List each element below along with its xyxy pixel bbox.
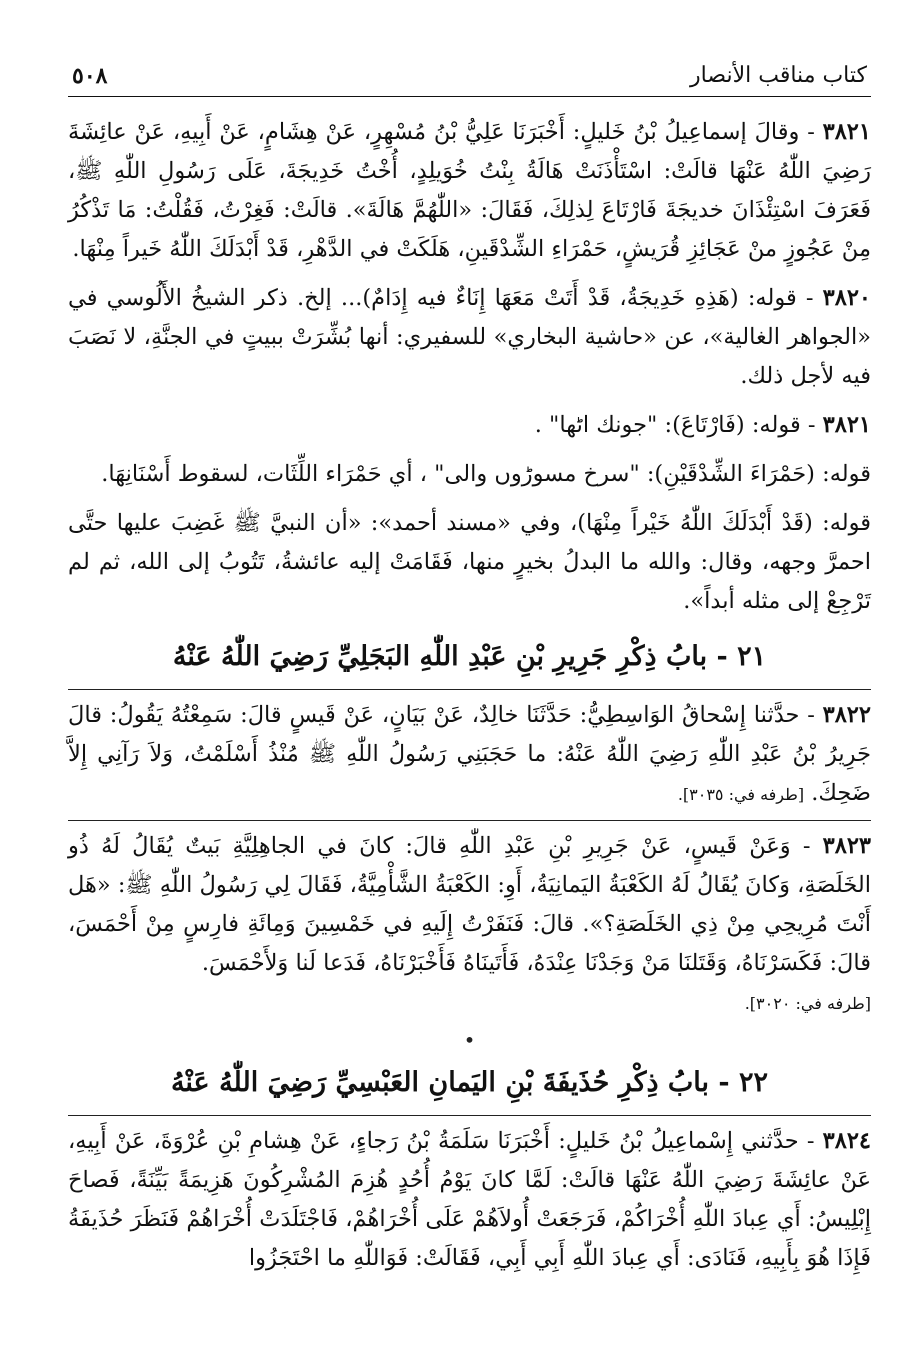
chapter-heading-22: ٢٢ - بابُ ذِكْرِ حُذَيفَةَ بْنِ اليَمانِ العَبْسِيِّ رَضِيَ اللّٰهُ عَنْهُ — [170, 1067, 769, 1098]
divider — [68, 1115, 871, 1116]
commentary-text: قوله: (قَدْ أَبْدَلَكَ اللّٰهُ خَيْراً مِنْهَا)، وفي «مسند أحمد»: «أن النبيَّ ﷺ غَضِبَ عليها حتَّى احمرَّ وجهه، وقال: والله ما البدلُ بخيرٍ منها، فَقَامَتْ إليه عائشةُ، تَتُوبُ إلى الله، ثم لم تَرْجِعْ إلى مثله أبداً». — [68, 510, 871, 614]
commentary-text: قوله: (فَارْتَاعَ): "جونك اٹھا" . — [534, 412, 801, 438]
hadith-text: وقالَ إسماعِيلُ بْنُ خَليلٍ: أَخْبَرَنَا عَلِيُّ بْنُ مُسْهِرٍ، عَنْ هِشَامٍ، عَنْ أَبِيهِ، عَنْ عائِشَةَ رَضِيَ اللّٰهُ عَنْهَا قالَتْ: اسْتَأْذَنَتْ هَالَةُ بِنْتُ خُوَيلِدٍ، أُخْتُ خَدِيجَةَ، عَلَى رَسُولِ اللّٰهِ ﷺ، فَعَرَفَ اسْتِئْذَانَ خديجَةَ فَارْتَاعَ لِذلِكَ، فَقَالَ: «اللّٰهُمَّ هَالَةَ». قالَتْ: فَغِرْتُ، فَقُلْتُ: مَا تَذْكُرُ مِنْ عَجُوزٍ منْ عَجَائِزِ قُرَيشٍ، حَمْرَاءِ الشِّدْقَينِ، هَلَكَتْ في الدَّهْرِ، قَدْ أَبْدَلَكَ اللّٰهُ خَيراً مِنْهَا. — [68, 119, 871, 262]
hadith-number: ٣٨٢١ — [822, 119, 871, 145]
hadith-paragraph: ٣٨٢١ - وقالَ إسماعِيلُ بْنُ خَليلٍ: أَخْبَرَنَا عَلِيُّ بْنُ مُسْهِرٍ، عَنْ هِشَامٍ، عَنْ أَبِيهِ، عَنْ عائِشَةَ رَضِيَ اللّٰهُ عَنْهَا قالَتْ: اسْتَأْذَنَتْ هَالَةُ بِنْتُ خُوَيلِدٍ، أُخْتُ خَدِيجَةَ، عَلَى رَسُولِ اللّٰهِ ﷺ، فَعَرَفَ اسْتِئْذَانَ خديجَةَ فَارْتَاعَ لِذلِكَ، فَقَالَ: «اللّٰهُمَّ هَالَةَ». قالَتْ: فَغِرْتُ، فَقُلْتُ: مَا تَذْكُرُ مِنْ عَجُوزٍ منْ عَجَائِزِ قُرَيشٍ، حَمْرَاءِ الشِّدْقَينِ، هَلَكَتْ في الدَّهْرِ، قَدْ أَبْدَلَكَ اللّٰهُ خَيراً مِنْهَا. — [68, 119, 871, 262]
page-body — [68, 113, 871, 1278]
hadith-text: وَعَنْ قَيسٍ، عَنْ جَرِيرِ بْنِ عَبْدِ اللّٰهِ قالَ: كانَ في الجاهِلِيَّةِ بَيتٌ يُقَالُ لَهُ ذُو الخَلَصَةِ، وَكانَ يُقَالُ لَهُ الكَعْبَةُ اليَمانِيَةُ، أَوِ: الكَعْبَةُ الشَّأْمِيَّةُ، فَقَالَ لِي رَسُولُ اللّٰهِ ﷺ: «هَل أَنْتَ مُرِيحِي مِنْ ذِي الخَلَصَةِ؟». قالَ: فَنَفَرْتُ إِلَيهِ في خَمْسِينَ وَمِائَةِ فارِسٍ مِنْ أَحْمَسَ، قالَ: فَكَسَرْنَاهُ، وَقَتَلنَا مَنْ وَجَدْنَا عِنْدَهُ، فَأَتَينَاهُ فَأَخْبَرْنَاهُ، فَدَعا لَنا وَلأَحْمَسَ. — [68, 833, 871, 976]
hadith-text: حدَّثنا إِسْحاقُ الوَاسِطِيُّ: حَدَّثَنَا خالِدٌ، عَنْ بَيَانٍ، عَنْ قَيسٍ قالَ: سَمِعْتُهُ يَقُولُ: قالَ جَرِيرُ بْنُ عَبْدِ اللّٰهِ رَضِيَ اللّٰهُ عَنْهُ: ما حَجَبَنِي رَسُولُ اللّٰهِ ﷺ مُنْذُ أَسْلَمْتُ، وَلاَ رَآنِي إِلاَّ ضَحِكَ. — [68, 702, 871, 806]
commentary-paragraph: ٣٨٢١ - قوله: (فَارْتَاعَ): "جونك اٹھا" . — [534, 412, 871, 438]
page-header — [68, 60, 871, 97]
hadith-paragraph: ٣٨٢٣ - وَعَنْ قَيسٍ، عَنْ جَرِيرِ بْنِ عَبْدِ اللّٰهِ قالَ: كانَ في الجاهِلِيَّةِ بَيتٌ يُقَالُ لَهُ ذُو الخَلَصَةِ، وَكانَ يُقَالُ لَهُ الكَعْبَةُ اليَمانِيَةُ، أَوِ: الكَعْبَةُ الشَّأْمِيَّةُ، فَقَالَ لِي رَسُولُ اللّٰهِ ﷺ: «هَل أَنْتَ مُرِيحِي مِنْ ذِي الخَلَصَةِ؟». قالَ: فَنَفَرْتُ إِلَيهِ في خَمْسِينَ وَمِائَةِ فارِسٍ مِنْ أَحْمَسَ، قالَ: فَكَسَرْنَاهُ، وَقَتَلنَا مَنْ وَجَدْنَا عِنْدَهُ، فَأَتَينَاهُ فَأَخْبَرْنَاهُ، فَدَعا لَنا وَلأَحْمَسَ. [طرفه في: ٣٠٢٠]. — [68, 833, 871, 1013]
decorative-dot: • — [463, 1028, 476, 1052]
hadith-paragraph: ٣٨٢٢ - حدَّثنا إِسْحاقُ الوَاسِطِيُّ: حَدَّثَنَا خالِدٌ، عَنْ بَيَانٍ، عَنْ قَيسٍ قالَ: سَمِعْتُهُ يَقُولُ: قالَ جَرِيرُ بْنُ عَبْدِ اللّٰهِ رَضِيَ اللّٰهُ عَنْهُ: ما حَجَبَنِي رَسُولُ اللّٰهِ ﷺ مُنْذُ أَسْلَمْتُ، وَلاَ رَآنِي إِلاَّ ضَحِكَ. [طرفه في: ٣٠٣٥]. — [68, 702, 871, 806]
commentary-text: قوله: (هَذِهِ خَدِيجَةُ، قَدْ أَتَتْ مَعَهَا إِنَاءٌ فيه إِدَامٌ)... إلخ. ذكر الشيخُ الأَلُوسي في «الجواهر الغالية»، عن «حاشية البخاري» للسفيري: أنها بُشِّرَتْ ببيتٍ في الجنَّةِ، لا نَصَبَ فيه لأجل ذلك. — [68, 285, 871, 389]
commentary-paragraph — [68, 504, 871, 621]
divider — [68, 820, 871, 821]
cross-reference-note: [طرفه في: ٣٠٣٥]. — [677, 785, 805, 804]
hadith-text: حدَّثني إِسْماعِيلُ بْنُ خَليلٍ: أَخْبَرَنَا سَلَمَةُ بْنُ رَجاءٍ، عَنْ هِشامِ بْنِ عُرْوَةَ، عَنْ أَبِيهِ، عَنْ عائِشَةَ رَضِيَ اللّٰهُ عَنْهَا قالَتْ: لَمَّا كانَ يَوْمُ أُحُدٍ هُزِمَ المُشْرِكُونَ هَزِيمَةً بَيِّنَةً، فَصاحَ إِبْلِيسُ: أَي عِبادَ اللّٰهِ أُخْرَاكُمْ، فَرَجَعَتْ أُولاَهُمْ عَلَى أُخْرَاهُمْ، فَاجْتَلَدَتْ أُخْرَاهُمْ فَنَظَرَ حُذَيفَةُ فَإِذَا هُوَ بِأَبِيهِ، فَنَادَى: أَي عِبادَ اللّٰهِ أَبِي أَبِي، فَقَالَتْ: فَوَاللّٰهِ ما احْتَجَزُوا — [68, 1128, 871, 1271]
commentary-paragraph — [68, 455, 871, 494]
cross-reference-note: [طرفه في: ٣٠٢٠]. — [744, 994, 871, 1013]
page-number: ٥٠٨ — [72, 63, 108, 89]
chapter-heading-21: ٢١ - بابُ ذِكْرِ جَرِيرِ بْنِ عَبْدِ اللّٰهِ البَجَلِيِّ رَضِيَ اللّٰهُ عَنْهُ — [172, 641, 767, 672]
hadith-number: ٣٨٢٣ — [822, 833, 871, 859]
hadith-number: ٣٨٢١ — [822, 412, 871, 438]
commentary-text: قوله: (حَمْرَاءَ الشِّدْقَيْنِ): "سرخ مسوڑوں والی" ، أي حَمْرَاء اللِّثَات، لسقوط أَسْنَانِهَا. — [101, 461, 871, 487]
commentary-paragraph: ٣٨٢٠ - قوله: (هَذِهِ خَدِيجَةُ، قَدْ أَتَتْ مَعَهَا إِنَاءٌ فيه إِدَامٌ)... إلخ. ذكر الشيخُ الأَلُوسي في «الجواهر الغالية»، عن «حاشية البخاري» للسفيري: أنها بُشِّرَتْ ببيتٍ في الجنَّةِ، لا نَصَبَ فيه لأجل ذلك. — [68, 285, 871, 389]
book-title: كتاب مناقب الأنصار — [690, 63, 867, 88]
hadith-number: ٣٨٢٠ — [822, 285, 871, 311]
hadith-paragraph: ٣٨٢٤ - حدَّثني إِسْماعِيلُ بْنُ خَليلٍ: أَخْبَرَنَا سَلَمَةُ بْنُ رَجاءٍ، عَنْ هِشامِ بْنِ عُرْوَةَ، عَنْ أَبِيهِ، عَنْ عائِشَةَ رَضِيَ اللّٰهُ عَنْهَا قالَتْ: لَمَّا كانَ يَوْمُ أُحُدٍ هُزِمَ المُشْرِكُونَ هَزِيمَةً بَيِّنَةً، فَصاحَ إِبْلِيسُ: أَي عِبادَ اللّٰهِ أُخْرَاكُمْ، فَرَجَعَتْ أُولاَهُمْ عَلَى أُخْرَاهُمْ، فَاجْتَلَدَتْ أُخْرَاهُمْ فَنَظَرَ حُذَيفَةُ فَإِذَا هُوَ بِأَبِيهِ، فَنَادَى: أَي عِبادَ اللّٰهِ أَبِي أَبِي، فَقَالَتْ: فَوَاللّٰهِ ما احْتَجَزُوا — [68, 1128, 871, 1271]
divider — [68, 689, 871, 690]
hadith-number: ٣٨٢٢ — [822, 702, 871, 728]
hadith-number: ٣٨٢٤ — [822, 1128, 871, 1154]
